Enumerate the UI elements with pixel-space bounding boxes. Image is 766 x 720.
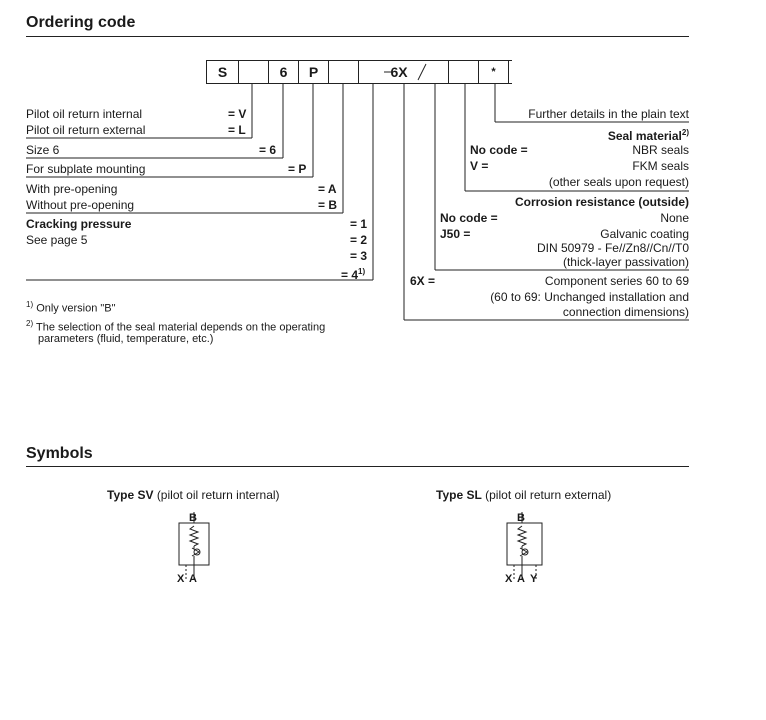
code-pilot-internal: = V bbox=[228, 107, 247, 121]
component-series: Component series 60 to 69 bbox=[544, 274, 689, 288]
footnote-ref-2: 2) bbox=[681, 128, 689, 137]
symbol-sl-caption: Type SL (pilot oil return external) bbox=[436, 488, 612, 502]
sl-port-x: X bbox=[505, 573, 513, 585]
label-see-page: See page 5 bbox=[26, 233, 88, 247]
code-box-mounting: P bbox=[308, 64, 319, 80]
sl-port-a: A bbox=[517, 573, 525, 585]
footnote-ref-1: 1) bbox=[358, 267, 366, 276]
code-cracking-3: = 3 bbox=[350, 249, 368, 263]
code-box-s: S bbox=[217, 64, 228, 80]
sl-port-y: Y bbox=[530, 573, 538, 585]
seal-fkm: FKM seals bbox=[632, 159, 689, 173]
label-subplate: For subplate mounting bbox=[26, 162, 146, 176]
code-cracking-4: = $4^{1)}$ bbox=[341, 267, 366, 282]
code-size: = 6 bbox=[259, 143, 277, 157]
footnote-2: $^{2)}$ The selection of the seal material depends on the operating bbox=[26, 319, 326, 334]
seal-material-title: Seal material$^{2)}$ bbox=[607, 128, 689, 143]
seal-nocode: No code = bbox=[470, 143, 528, 157]
code-pilot-external: = L bbox=[228, 123, 246, 137]
seal-other: (other seals upon request) bbox=[548, 175, 689, 189]
footnote-1: $^{1)}$ Only version "B" bbox=[26, 300, 116, 315]
label-with-preopening: With pre-opening bbox=[26, 182, 118, 196]
section-title-symbols: Symbols bbox=[26, 445, 93, 462]
code-cracking-2: = 2 bbox=[350, 233, 368, 247]
sv-port-a: A bbox=[189, 573, 197, 585]
sv-port-b: B bbox=[189, 512, 197, 524]
label-size: Size 6 bbox=[26, 143, 60, 157]
label-pilot-external: Pilot oil return external bbox=[26, 123, 146, 137]
symbol-sv-caption: Type SV (pilot oil return internal) bbox=[107, 488, 280, 502]
corrosion-nocode: No code = bbox=[440, 211, 498, 225]
corrosion-thick-layer: (thick-layer passivation) bbox=[562, 255, 689, 269]
sl-port-b: B bbox=[517, 512, 525, 524]
corrosion-din: DIN 50979 - Fe//Zn8//Cn//T0 bbox=[536, 241, 689, 255]
label-pilot-internal: Pilot oil return internal bbox=[26, 107, 143, 121]
component-series-code: 6X = bbox=[410, 274, 436, 288]
section-title-ordering-code: Ordering code bbox=[26, 14, 136, 31]
code-subplate: = P bbox=[288, 162, 307, 176]
corrosion-j50: J50 = bbox=[440, 227, 471, 241]
further-details: Further details in the plain text bbox=[528, 107, 689, 121]
seal-nbr: NBR seals bbox=[632, 143, 689, 157]
footnote-2-cont: parameters (fluid, temperature, etc.) bbox=[38, 333, 214, 345]
component-note-2: connection dimensions) bbox=[562, 305, 689, 319]
corrosion-galvanic: Galvanic coating bbox=[600, 227, 689, 241]
code-without-preopening: = B bbox=[318, 198, 338, 212]
component-note-1: (60 to 69: Unchanged installation and bbox=[490, 290, 689, 304]
corrosion-none: None bbox=[660, 211, 689, 225]
code-with-preopening: = A bbox=[318, 182, 337, 196]
seal-v-code: V = bbox=[470, 159, 489, 173]
code-box-series: 6X bbox=[390, 64, 408, 80]
label-cracking-pressure: Cracking pressure bbox=[26, 217, 132, 231]
code-box-details: * bbox=[491, 66, 496, 78]
label-without-preopening: Without pre-opening bbox=[26, 198, 135, 212]
code-box-size: 6 bbox=[279, 64, 288, 80]
corrosion-title: Corrosion resistance (outside) bbox=[514, 195, 689, 209]
sv-port-x: X bbox=[177, 573, 185, 585]
code-cracking-1: = 1 bbox=[350, 217, 368, 231]
